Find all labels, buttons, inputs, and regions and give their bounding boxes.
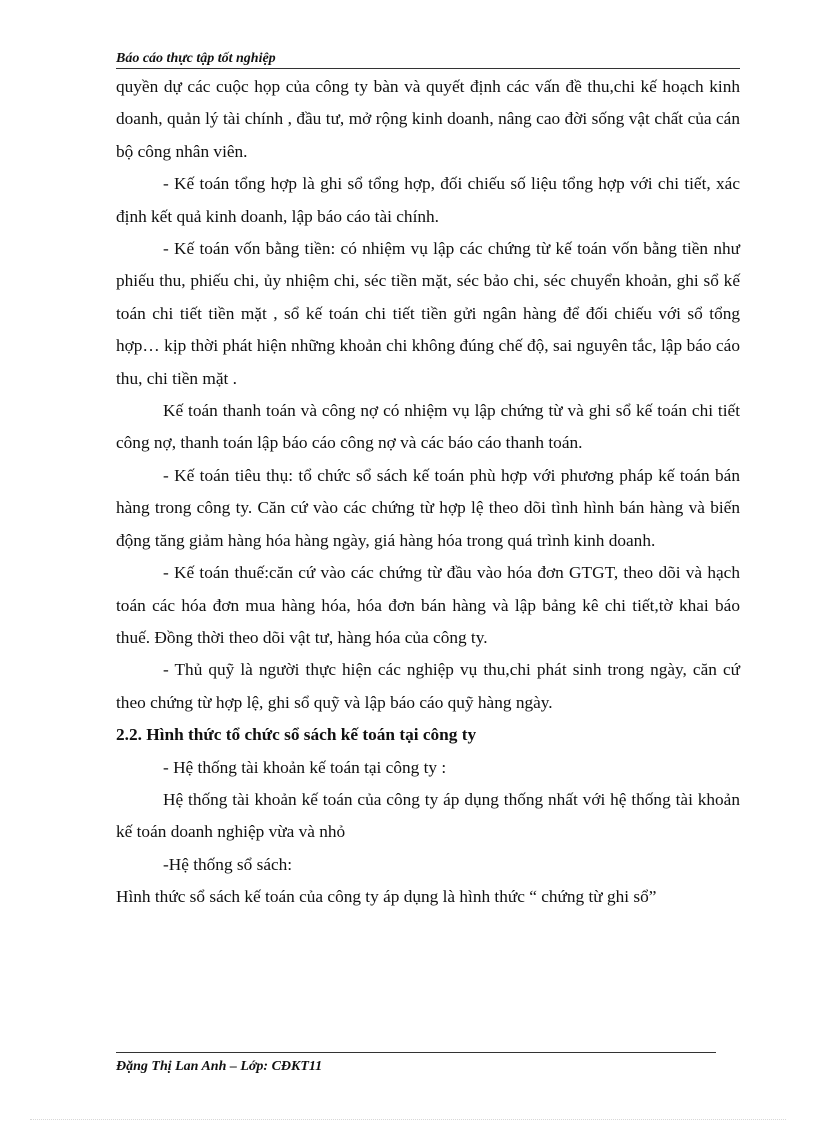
footer-divider [116, 1052, 716, 1053]
paragraph-treasurer: - Thủ quỹ là người thực hiện các nghiệp vụ thu,chi phát sinh trong ngày, căn cứ theo chứng từ hợp lệ, ghi sổ quỹ và lập báo cáo quỹ hàng ngày. [116, 660, 740, 712]
paragraph-cash-accountant: - Kế toán vốn bằng tiền: có nhiệm vụ lập các chứng từ kế toán vốn bằng tiền như phiếu thu, phiếu chi, ủy nhiệm chi, séc tiền mặt, séc bảo chi, séc chuyển khoản, ghi sổ kế toán chi tiết tiền mặt , sổ kế toán chi tiết tiền gửi ngân hàng để đối chiếu với sổ tổng hợp… kịp thời phát hiện những khoản chi không đúng chế độ, sai nguyên tắc, lập báo cáo thu, chi tiền mặt . [116, 239, 740, 388]
books-description: Hình thức sổ sách kế toán của công ty áp dụng là hình thức “ chứng từ ghi sổ” [116, 887, 657, 907]
page-boundary [30, 1119, 786, 1120]
document-body [116, 71, 740, 914]
paragraph-tax-accountant: - Kế toán thuế:căn cứ vào các chứng từ đầu vào hóa đơn GTGT, theo dõi và hạch toán các hóa đơn mua hàng hóa, hóa đơn bán hàng và lập bảng kê chi tiết,tờ khai báo thuế. Đồng thời theo dõi vật tư, hàng hóa của công ty. [116, 563, 740, 647]
paragraph-general-accountant: - Kế toán tổng hợp là ghi sổ tổng hợp, đối chiếu số liệu tổng hợp với chi tiết, xác định kết quả kinh doanh, lập báo cáo tài chính. [116, 174, 740, 226]
paragraph-sales-accountant: - Kế toán tiêu thụ: tổ chức sổ sách kế toán phù hợp với phương pháp kế toán bán hàng trong công ty. Căn cứ vào các chứng từ hợp lệ theo dõi tình hình bán hàng và biến động tăng giảm hàng hóa hàng ngày, giá hàng hóa trong quá trình kinh doanh. [116, 465, 740, 550]
paragraph-payables-accountant: Kế toán thanh toán và công nợ có nhiệm vụ lập chứng từ và ghi sổ kế toán chi tiết công nợ, thanh toán lập báo cáo công nợ và các báo cáo thanh toán. [116, 401, 740, 453]
accounts-description: Hệ thống tài khoản kế toán của công ty áp dụng thống nhất với hệ thống tài khoản kế toán doanh nghiệp vừa và nhỏ [116, 789, 740, 842]
subsection-books-title: -Hệ thống sổ sách: [163, 854, 293, 874]
page-footer [116, 1058, 322, 1075]
subsection-accounts-title: - Hệ thống tài khoản kế toán tại công ty : [163, 757, 447, 777]
paragraph-continuation: quyền dự các cuộc họp của công ty bàn và quyết định các vấn đề thu,chi kế hoạch kinh doanh, quản lý tài chính , đầu tư, mở rộng kinh doanh, nâng cao đời sống vật chất của cán bộ công nhân viên. [116, 77, 740, 161]
page-header [116, 50, 740, 69]
header-title: Báo cáo thực tập tốt nghiệp [116, 51, 276, 66]
footer-author: Đặng Thị Lan Anh – Lớp: CĐKT11 [116, 1059, 323, 1074]
section-heading: 2.2. Hình thức tổ chức sổ sách kế toán tại công ty [116, 725, 477, 745]
